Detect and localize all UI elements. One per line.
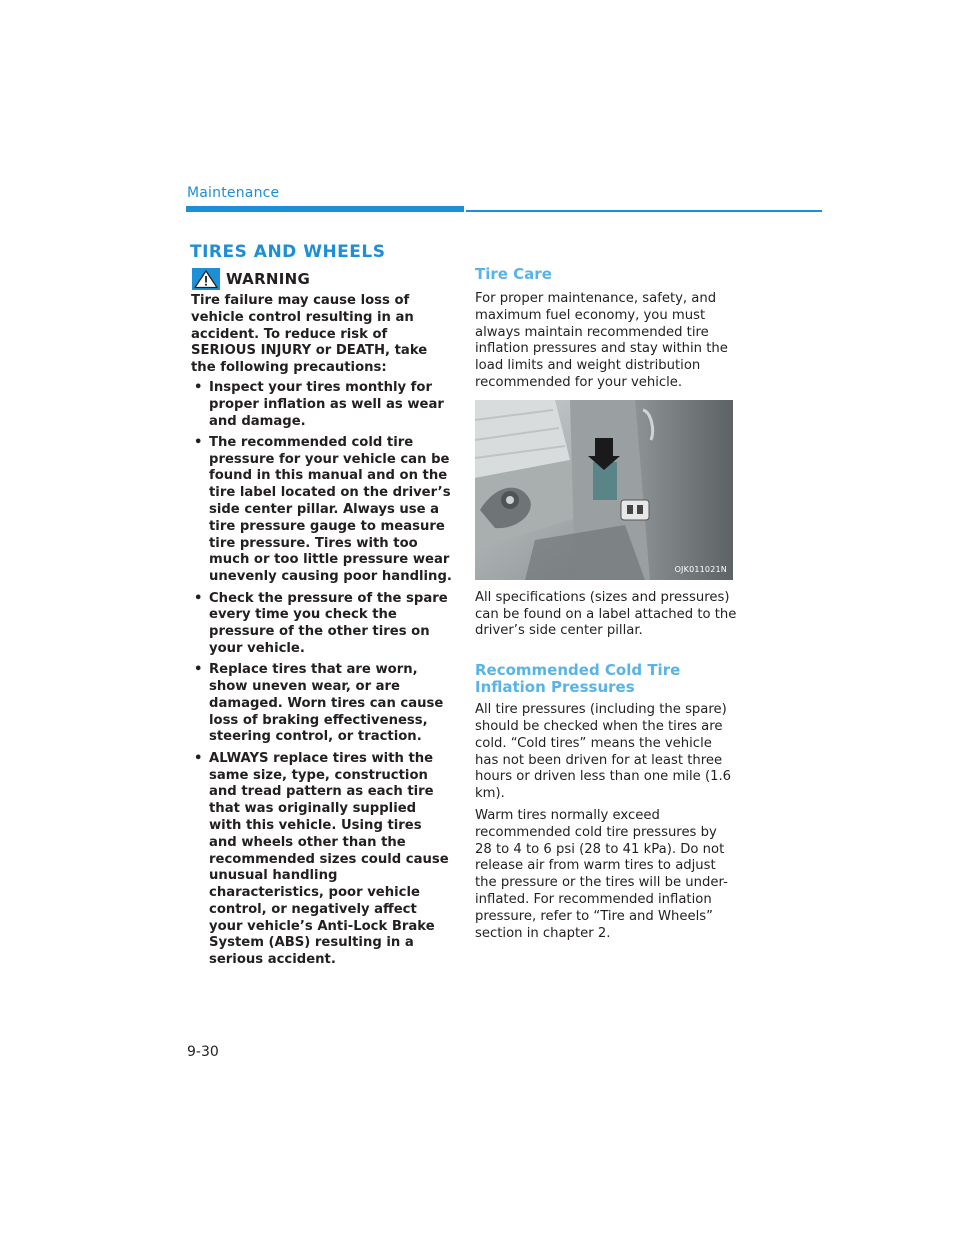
warning-triangle-icon (192, 268, 220, 290)
tire-care-heading: Tire Care (475, 265, 552, 283)
warning-item: • Inspect your tires monthly for proper inflation as well as wear and damage. (191, 380, 453, 430)
warning-item: • Replace tires that are worn, show uneven wear, or are damaged. Worn tires can cause loss of braking effectiveness, steering control, or traction. (191, 662, 453, 746)
warning-header (192, 268, 310, 290)
figure-caption: All specifications (sizes and pressures) can be found on a label attached to the driver’s side center pillar. (475, 589, 737, 639)
cold-tire-para-2: Warm tires normally exceed recommended cold tire pressures by 28 to 4 to 6 psi (28 to 41 kPa). Do not release air from warm tires to adjust the pressure or the tires will be under-inflated. For recommended inflation pressure, refer to “Tire and Wheels” section in chapter 2. (475, 807, 728, 941)
warning-item: • The recommended cold tire pressure for your vehicle can be found in this manual and on the tire label located on the driver’s side center pillar. Always use a tire pressure gauge to measure tire pressure. Tires with too much or too little pressure wear unevenly causing poor handling. (191, 435, 453, 586)
header-rule-thin (466, 210, 822, 212)
cold-tire-para-1: All tire pressures (including the spare) should be checked when the tires are cold. “Cold tires” means the vehicle has not been driven for at least three hours or driven less than one mile (1.6 km). (475, 702, 732, 802)
page-title: TIRES AND WHEELS (190, 242, 386, 262)
cold-tire-heading-line2: Inflation Pressures (475, 678, 635, 697)
warning-list (191, 380, 453, 969)
warning-item: • Check the pressure of the spare every time you check the pressure of the other tires on your vehicle. (191, 591, 453, 658)
warning-intro: Tire failure may cause loss of vehicle control resulting in an accident. To reduce risk of SERIOUS INJURY or DEATH, take the following precautions: (191, 293, 428, 376)
warning-body (191, 293, 453, 974)
cold-tire-heading (475, 662, 737, 696)
header-rule-thick (186, 206, 464, 212)
cold-tire-heading-line1: Recommended Cold Tire (475, 661, 681, 680)
right-column (475, 266, 737, 947)
figure-code: OJK011021N (674, 564, 727, 574)
warning-item: • ALWAYS replace tires with the same size, type, construction and tread pattern as each tire that was originally supplied with this vehicle. Using tires and wheels other than the recommended sizes could cause unusual handling characteristics, poor vehicle control, or negatively affect your vehicle’s Anti-Lock Brake System (ABS) resulting in a serious accident. (191, 751, 453, 969)
section-label: Maintenance (187, 185, 280, 201)
door-pillar-illustration (475, 400, 733, 580)
page-number: 9-30 (187, 1044, 219, 1060)
door-pillar-figure (475, 400, 733, 580)
tire-care-body: For proper maintenance, safety, and maximum fuel economy, you must always maintain recommended tire inflation pressures and stay within the load limits and weight distribution recommended for your vehicle. (475, 291, 728, 390)
warning-title: WARNING (226, 270, 311, 288)
